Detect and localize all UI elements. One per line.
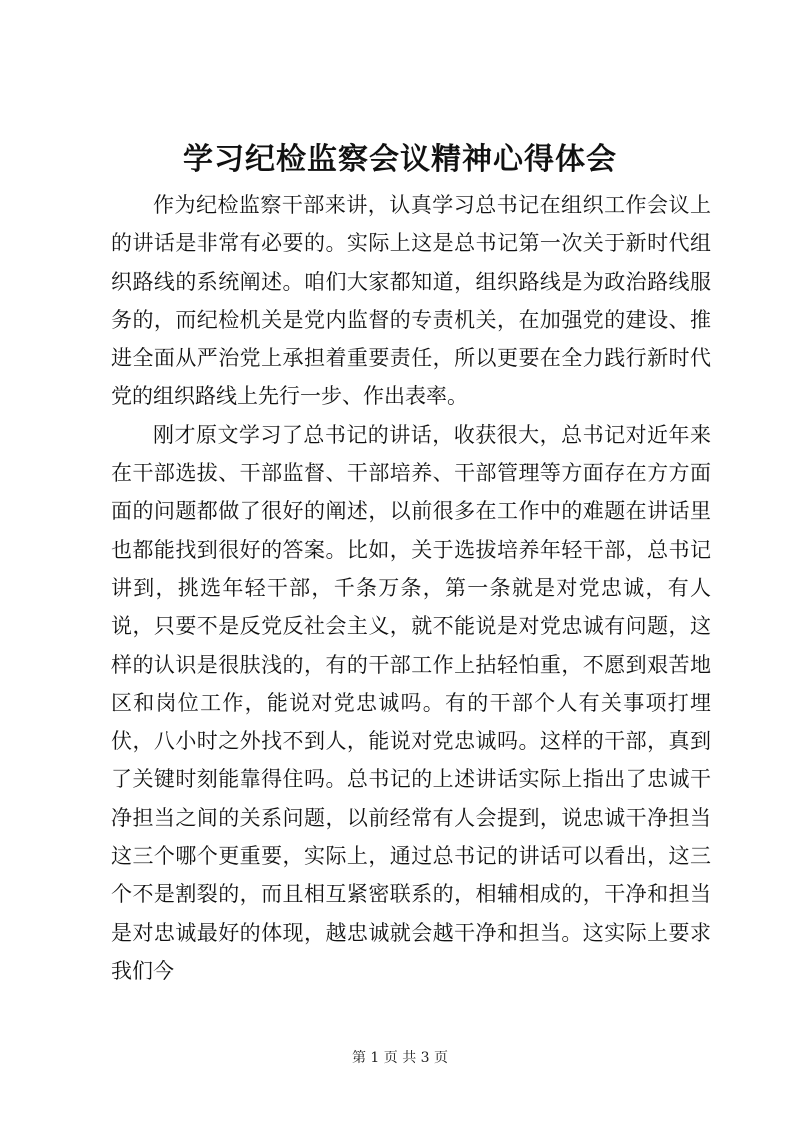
paragraph-2: 刚才原文学习了总书记的讲话，收获很大，总书记对近年来在干部选拔、干部监督、干部培养、干部管理等方面存在方方面面的问题都做了很好的阐述，以前很多在工作中的难题在讲话里也都能找到很好的答案。比如，关于选拔培养年轻干部，总书记讲到，挑选年轻干部，千条万条，第一条就是对党忠诚，有人说，只要不是反党反社会主义，就不能说是对党忠诚有问题，这样的认识是很肤浅的，有的干部工作上拈轻怕重，不愿到艰苦地区和岗位工作，能说对党忠诚吗。有的干部个人有关事项打埋伏，八小时之外找不到人，能说对党忠诚吗。这样的干部，真到了关键时刻能靠得住吗。总书记的上述讲话实际上指出了忠诚干净担当之间的关系问题，以前经常有人会提到，说忠诚干净担当这三个哪个更重要，实际上，通过总书记的讲话可以看出，这三个不是割裂的，而且相互紧密联系的，相辅相成的，干净和担当是对忠诚最好的体现，越忠诚就会越干净和担当。这实际上要求我们今 xyxy=(111,422,711,983)
document-title: 学习纪检监察会议精神心得体会 xyxy=(183,142,617,177)
page-footer: 第 1 页 共 3 页 xyxy=(351,1050,449,1066)
document-body xyxy=(111,186,711,990)
paragraph-1: 作为纪检监察干部来讲，认真学习总书记在组织工作会议上的讲话是非常有必要的。实际上这是总书记第一次关于新时代组织路线的系统阐述。咱们大家都知道，组织路线是为政治路线服务的，而纪检机关是党内监督的专责机关，在加强党的建设、推进全面从严治党上承担着重要责任，所以更要在全力践行新时代党的组织路线上先行一步、作出表率。 xyxy=(111,193,711,409)
